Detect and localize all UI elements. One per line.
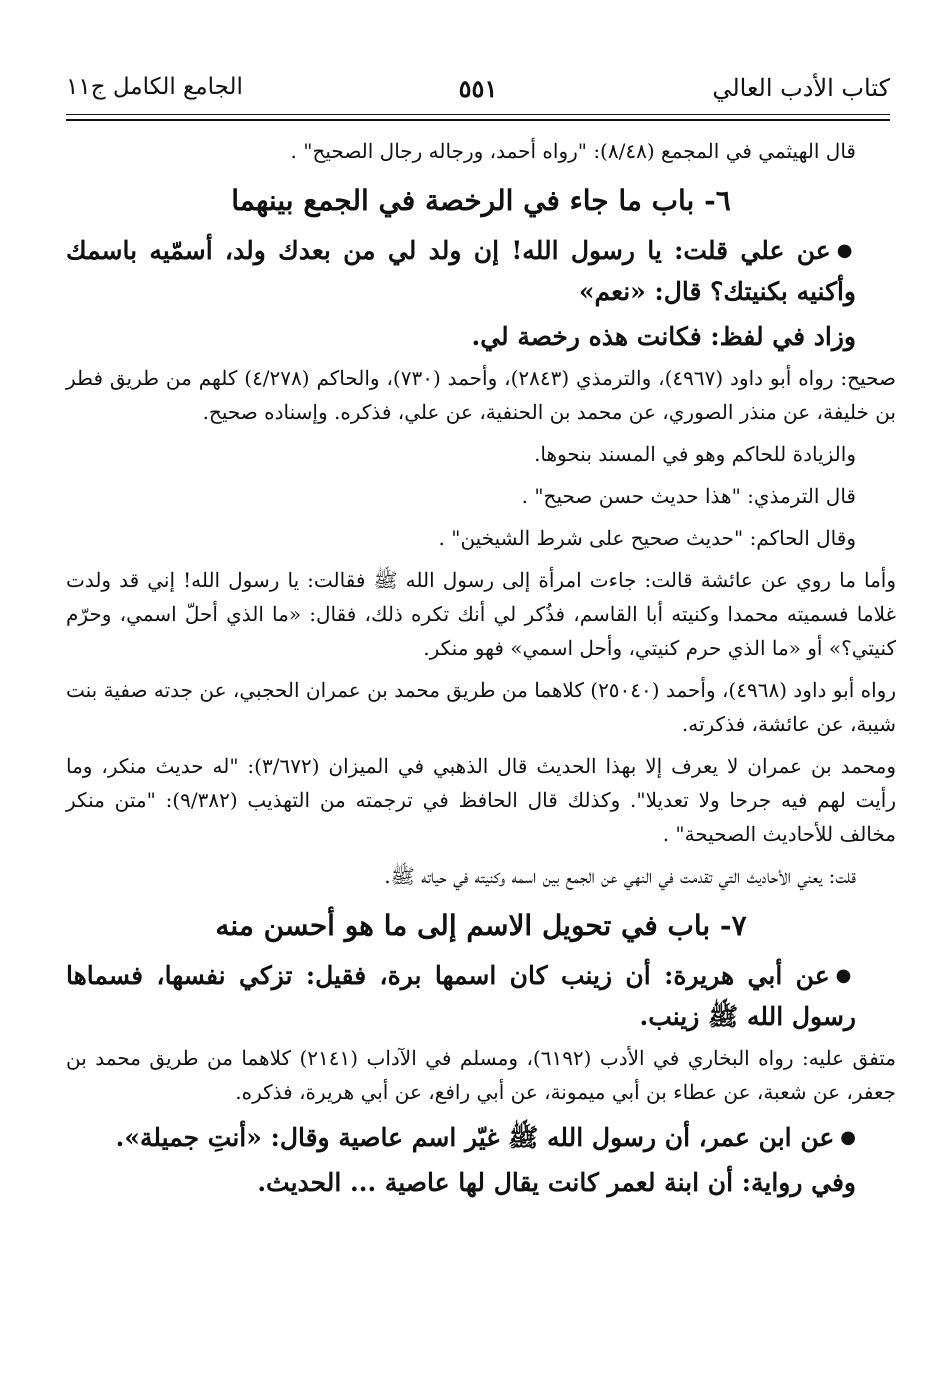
- hadith-abu-hurayra-text: عن أبي هريرة: أن زينب كان اسمها برة، فقيل: تزكي نفسها، فسماها رسول الله ﷺ زينب.: [66, 961, 856, 1031]
- hadith-ali-text: عن علي قلت: يا رسول الله! إن ولد لي من بعدك ولد، أسمّيه باسمك وأكنيه بكنيتك؟ قال: «نعم»: [66, 236, 856, 306]
- hadith-ibn-umar-text: عن ابن عمر، أن رسول الله ﷺ غيّر اسم عاصية وقال: «أنتِ جميلة».: [115, 1123, 835, 1152]
- haythami-note: قال الهيثمي في المجمع (٨/٤٨): "رواه أحمد، ورجاله رجال الصحيح" .: [290, 139, 856, 163]
- author-comment: قلت: يعني الأحاديث التي تقدمت في النهي عن الجمع بين اسمه وكنيته في حياته ﷺ.: [384, 864, 856, 888]
- header-rule-thick: [66, 119, 890, 121]
- ibn-umar-variant: وفي رواية: أن ابنة لعمر كانت يقال لها عاصية ... الحديث.: [257, 1168, 856, 1197]
- hadith-ali-addition: وزاد في لفظ: فكانت هذه رخصة لي.: [471, 322, 856, 351]
- takhrij-ali: صحيح: رواه أبو داود (٤٩٦٧)، والترمذي (٢٨٤٣)، وأحمد (٧٣٠)، والحاكم (٤/٢٧٨) كلهم من طريق فطر بن خليفة، عن منذر الصوري، عن محمد بن الحنفية، عن علي، فذكره. وإسناده صحيح.: [66, 366, 896, 424]
- series-title: الجامع الكامل ج١١: [66, 74, 243, 100]
- takhrij-abu-hurayra: متفق عليه: رواه البخاري في الأدب (٦١٩٢)، ومسلم في الآداب (٢١٤١) كلاهما من طريق محمد بن جعفر، عن شعبة، عن عطاء بن أبي ميمونة، عن أبي رافع، عن أبي هريرة، فذكره.: [66, 1046, 896, 1104]
- bullet-icon: ●: [840, 1127, 856, 1148]
- dhahabi-note: ومحمد بن عمران لا يعرف إلا بهذا الحديث قال الذهبي في الميزان (٣/٦٧٢): "له حديث منكر، وما رأيت لهم فيه جرحا ولا تعديلا". وكذلك قال الحافظ في ترجمته من التهذيب (٩/٣٨٢): "متن منكر مخالف للأحاديث الصحيحة" .: [66, 754, 896, 846]
- bullet-icon: ●: [835, 965, 856, 986]
- chapter-heading-7: ٧- باب في تحويل الاسم إلى ما هو أحسن منه: [215, 909, 747, 942]
- header-rule-thin: [66, 114, 890, 115]
- hadith-abu-hurayra: [66, 955, 896, 1037]
- chapter-heading-6: ٦- باب ما جاء في الرخصة في الجمع بينهما: [231, 184, 731, 217]
- page-number: ٥٥١: [458, 74, 498, 103]
- aisha-narration: وأما ما روي عن عائشة قالت: جاءت امرأة إلى رسول الله ﷺ فقالت: يا رسول الله! إني قد ولدت غلاما فسميته محمدا وكنيته أبا القاسم، فذُكر لي أنك تكره ذلك، فقال: «ما الذي أحلّ اسمي، وحرّم كنيتي؟» أو «ما الذي حرم كنيتي، وأحل اسمي» فهو منكر.: [66, 568, 896, 660]
- page-header: [66, 70, 890, 110]
- tirmidhi-grading: قال الترمذي: "هذا حديث حسن صحيح" .: [521, 484, 856, 508]
- takhrij-aisha: رواه أبو داود (٤٩٦٨)، وأحمد (٢٥٠٤٠) كلاهما من طريق محمد بن عمران الحجبي، عن جدته صفية بنت شيبة، عن عائشة، فذكرته.: [66, 678, 896, 736]
- bullet-icon: ●: [836, 240, 856, 261]
- hadith-ibn-umar: [66, 1117, 896, 1158]
- hakim-addition-note: والزيادة للحاكم وهو في المسند بنحوها.: [534, 442, 856, 466]
- book-title: كتاب الأدب العالي: [712, 74, 890, 102]
- hadith-ali: [66, 230, 896, 312]
- page-content: [66, 134, 896, 1207]
- hakim-grading: وقال الحاكم: "حديث صحيح على شرط الشيخين" .: [438, 526, 856, 550]
